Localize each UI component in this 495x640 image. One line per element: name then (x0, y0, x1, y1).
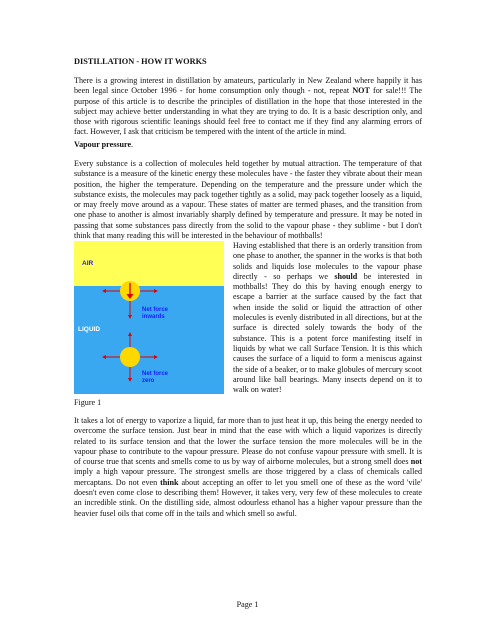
net-force-zero-line2: zero (142, 378, 155, 384)
section-heading-text: Vapour pressure (74, 140, 132, 149)
net-force-inwards-line1: Net force (142, 307, 169, 313)
intro-text-2: for sale!!! The purpose of this article is to describe the principles of distillation in the hope that those interested in the subject may achieve better understanding in what they are trying to do. It is a basic description only, and those with rigorous scientific leanings should feel free to contact me if they find any alarming errors of fact. However, I ask that criticism be tempered with the intent of the article in mind. (74, 86, 422, 137)
figure-caption: Figure 1 (74, 398, 102, 407)
closing-text-3: about accepting an offer to let you smell one of these as the word 'vile' doesn't even come close to describing them! However, it takes very, very few of these molecules to create an incredible stink. On the distilling side, almost odourless ethanol has a higher vapour pressure than the heavier fusel oils that come off in the tails and which smell so awful. (74, 477, 422, 518)
closing-text-2: imply a high vapour pressure. The strongest smells are those triggered by a class of chemicals called mercaptans. Do not even (74, 467, 422, 487)
closing-bold-1: not (410, 457, 422, 467)
surface-tension-paragraph (233, 241, 422, 395)
intro-text-1: There is a growing interest in distillation by amateurs, particularly in New Zealand where happily it has been legal since October 1996 - for home consumption only though - not, repeat (74, 76, 422, 96)
net-force-inwards-line2: inwards (142, 314, 165, 320)
closing-paragraph (74, 416, 422, 519)
intro-paragraph (74, 76, 422, 138)
vapour-paragraph: Every substance is a collection of molecules held together by mutual attraction. The temperature of that substance is a measure of the kinetic energy these molecules have - the faster they vibrate about their mean position, the higher the temperature. Depending on the temperature and the pressure under which the substance exists, the molecules may pack together tightly as a solid, may pack together loosely as a liquid, or may freely move around as a vapour. These states of matter are termed phases, and the transition from one phase to another is almost invariably sharply defined by temperature and pressure. It may be noted in passing that some substances pass directly from the solid to the vapour phase - they sublime - but I don't think that many reading this will be interested in the behaviour of mothballs! (74, 159, 422, 241)
interior-molecule (120, 347, 140, 367)
side-text-1: Having established that there is an orderly transition from one phase to another, the spanner in the works is that both solids and liquids lose molecules to the vapour phase directly - so perhaps we (233, 241, 422, 281)
air-label: AIR (82, 260, 94, 267)
closing-text-1: It takes a lot of energy to vaporize a liquid, far more than to just heat it up, this being the energy needed to overcome the surface tension. Just bear in mind that the ease with which a liquid vaporizes is directly related to its surface tension and that the lower the surface tension the more molecules will be in the vapour phase to contribute to the vapour pressure. Please do not confuse vapour pressure with smell. It is of course true that scents and smells come to us by way of airborne molecules, but a strong smell does (74, 416, 422, 467)
surface-tension-diagram (74, 241, 224, 394)
section-heading (74, 140, 133, 149)
liquid-label: LIQUID (78, 326, 101, 333)
figure-1-diagram (74, 241, 224, 394)
closing-bold-2: think (160, 477, 179, 487)
side-bold: should (334, 271, 358, 281)
net-force-zero-line1: Net force (142, 371, 169, 377)
document-title: DISTILLATION - HOW IT WORKS (74, 57, 207, 66)
page-number: Page 1 (236, 600, 259, 609)
section-heading-period: . (131, 140, 134, 149)
intro-bold: NOT (352, 86, 370, 96)
air-region (74, 241, 224, 286)
side-text-2: be interested in mothballs! They do this by having enough energy to escape a barrier at the surface caused by the fact that when inside the solid or liquid the attraction of other molecules is evenly distributed in all directions, but at the surface is directed solely towards the body of the substance. This is a potent force manifesting itself in liquids by what we call Surface Tension. It is this which causes the surface of a liquid to form a meniscus against the side of a beaker, or to make globules of mercury scoot around like ball bearings. Many insects depend on it to walk on water! (233, 271, 422, 395)
